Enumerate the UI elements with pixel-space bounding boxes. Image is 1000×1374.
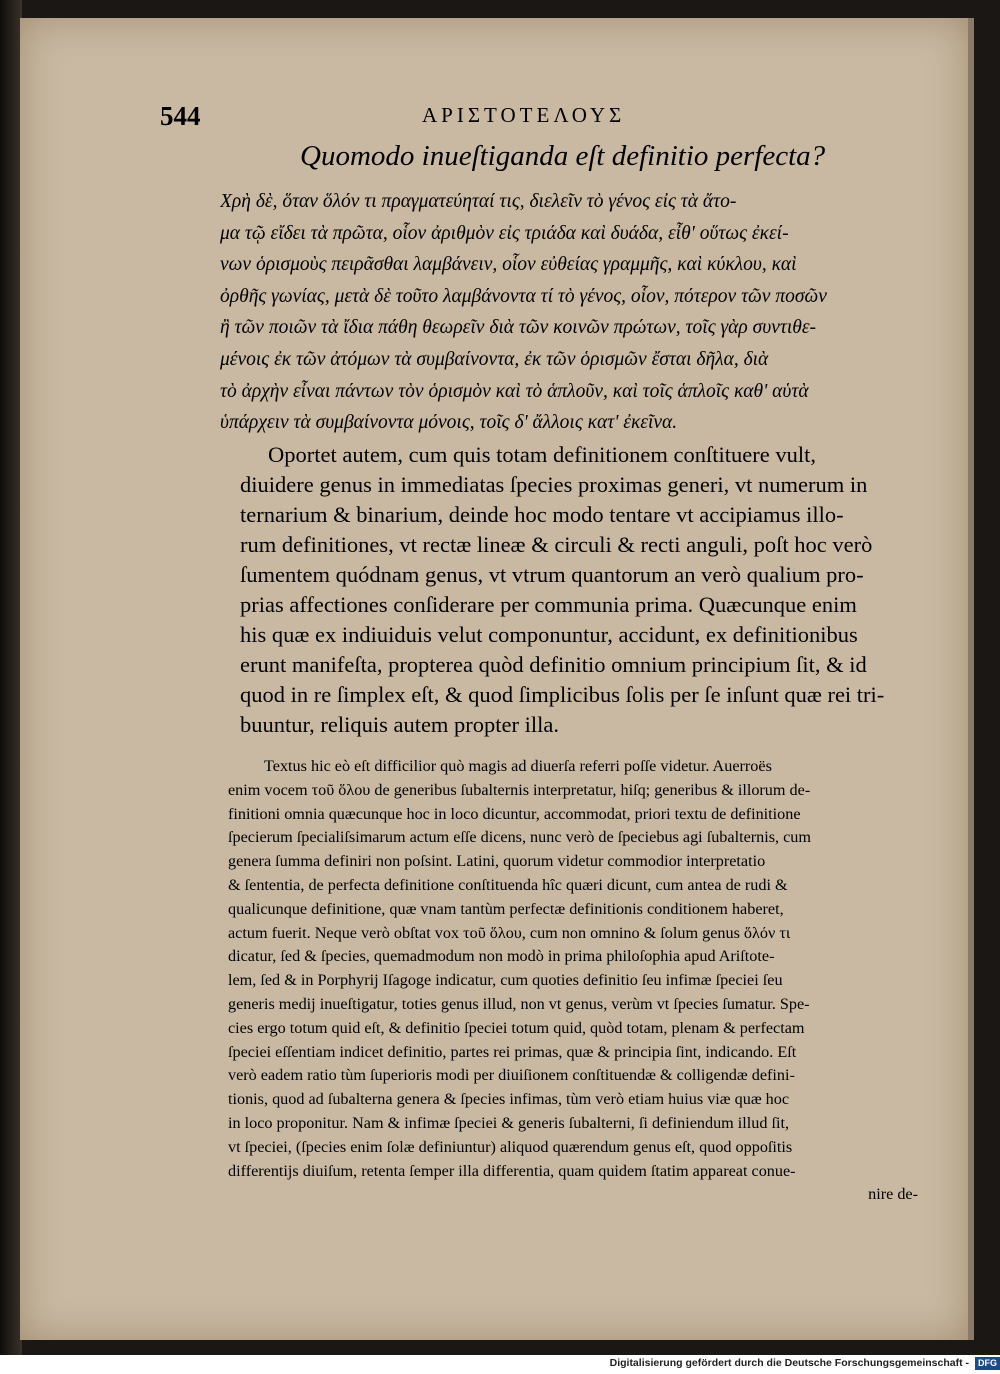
commentary-line: & ſententia, de perfecta definitione conſtituenda hîc quæri dicunt, cum antea de rudi & (228, 875, 788, 894)
greek-line: νων ὁρισμοὺς πειρᾶσθαι λαμβάνειν, οἷον εὐθείας γραμμῆς, καὶ κύκλου, καὶ (220, 254, 797, 276)
commentary-line: tionis, quod ad ſubalterna genera & ſpecies infimas, tùm verò etiam huius viæ quæ hoc (228, 1090, 790, 1109)
greek-line: μένοις ἐκ τῶν ἀτόμων τὰ συμβαίνοντα, ἐκ τῶν ὁρισμῶν ἔσται δῆλα, διὰ (220, 348, 769, 370)
commentary-line: actum fuerit. Neque verò obſtat vox τοῦ ὅλου, cum non omnino & ſolum genus ὅλόν τι (228, 923, 791, 942)
dfg-logo: DFG (975, 1357, 1000, 1370)
catchword: nire de- (868, 1185, 918, 1204)
commentary-line: in loco proponitur. Nam & infimæ ſpeciei & generis ſubalterni, ſi definiendum illud ſit, (228, 1113, 790, 1132)
chapter-title: Quomodo inueſtiganda eſt definitio perfecta? (300, 140, 826, 172)
commentary-line: verò eadem ratio tùm ſuperioris modi per diuiſionem conſtituendæ & colligendæ defini- (228, 1066, 795, 1085)
commentary-line: generis medij inueſtigatur, toties genus illud, non vt genus, verùm vt ſpecies ſumatur. Spe- (228, 994, 810, 1013)
commentary-line: lem, ſed & in Porphyrij Iſagoge indicatur, cum quoties definitio ſeu infimæ ſpeciei ſeu (228, 971, 783, 990)
page-edge (968, 18, 974, 1340)
commentary-line: differentijs diuiſum, retenta ſemper illa differentia, quam quidem ſtatim appareat conue- (228, 1161, 796, 1180)
latin-translation (240, 440, 920, 740)
commentary-line: qualicunque definitione, quæ vnam tantùm perfectæ definitionis conditionem haberet, (228, 899, 784, 918)
commentary-text (228, 755, 918, 1207)
latin-line: erunt manifeſta, propterea quòd definitio omnium principium ſit, & id (240, 652, 867, 677)
latin-line: ternarium & binarium, deinde hoc modo tentare vt accipiamus illo- (240, 502, 844, 527)
latin-line: buuntur, reliquis autem propter illa. (240, 712, 560, 737)
footer-credit: Digitalisierung gefördert durch die Deutsche Forschungsgemeinschaft - (609, 1357, 969, 1369)
latin-line: ſumentem quódnam genus, vt vtrum quantorum an verò qualium pro- (240, 562, 864, 587)
commentary-line: dicatur, ſed & ſpecies, quemadmodum non modò in prima philoſophia apud Ariſtote- (228, 947, 775, 966)
commentary-line: vt ſpeciei, (ſpecies enim ſolæ definiuntur) aliquod quærendum genus eſt, quod oppoſitis (228, 1137, 793, 1156)
greek-text (220, 186, 920, 439)
commentary-line: cies ergo totum quid eſt, & definitio ſpeciei totum quid, quòd totam, plenam & perfectam (228, 1018, 805, 1037)
greek-line: ὀρθῆς γωνίας, μετὰ δὲ τοῦτο λαμβάνοντα τί τὸ γένος, οἷον, πότερον τῶν ποσῶν (220, 285, 827, 307)
commentary-line: genera ſumma definiri non poſsint. Latini, quorum videtur commodior interpretatio (228, 852, 766, 871)
latin-line: quod in re ſimplex eſt, & quod ſimplicibus ſolis per ſe inſunt quæ rei tri- (240, 682, 885, 707)
commentary-line: ſpecierum ſpecialiſsimarum actum eſſe dicens, nunc verò de ſpeciebus agi ſubalternis, cum (228, 828, 811, 847)
latin-line: rum definitiones, vt rectæ lineæ & circuli & recti anguli, poſt hoc verò (240, 532, 873, 557)
digitization-footer (560, 1357, 1000, 1374)
latin-line: Oportet autem, cum quis totam definitionem conſtituere vult, (268, 442, 816, 467)
greek-line: Χρὴ δὲ, ὅταν ὅλόν τι πραγματεύηταί τις, διελεῖν τὸ γένος εἰς τὰ ἄτο- (220, 191, 737, 212)
page-header (160, 85, 720, 131)
commentary-line: enim vocem τοῦ ὅλου de generibus ſubalternis interpretatur, hiſq; generibus & illorum de- (228, 780, 811, 799)
book-spine (0, 0, 22, 1355)
running-head: ΑΡΙΣΤΟΤΕΛΟΥΣ (422, 103, 626, 127)
greek-line: ὑπάρχειν τὰ συμβαίνοντα μόνοις, τοῖς δ' ἄλλοις κατ' ἐκεῖνα. (220, 412, 678, 434)
greek-line: μα τῷ εἴδει τὰ πρῶτα, οἷον ἀριθμὸν εἰς τριάδα καὶ δυάδα, εἶθ' οὕτως ἐκεί- (220, 222, 789, 244)
greek-line: ἢ τῶν ποιῶν τὰ ἴδια πάθη θεωρεῖν διὰ τῶν κοινῶν πρώτων, τοῖς γὰρ συντιθε- (220, 317, 817, 339)
commentary-line: ſpeciei eſſentiam indicet definitio, partes rei primas, quæ & principia ſint, indicando. Eſt (228, 1042, 797, 1061)
commentary-line: Textus hic eò eſt difficilior quò magis ad diuerſa referri poſſe videtur. Auerroës (264, 757, 772, 775)
latin-line: prias affectiones conſiderare per communia prima. Quæcunque enim (240, 592, 857, 617)
page-number: 544 (160, 101, 201, 131)
latin-line: his quæ ex indiuiduis velut componuntur, accidunt, ex definitionibus (240, 622, 858, 647)
latin-line: diuidere genus in immediatas ſpecies proximas generi, vt numerum in (240, 472, 868, 497)
commentary-line: finitioni omnia quæcunque hoc in loco dicuntur, accommodat, priori textu de definitione (228, 804, 801, 823)
greek-line: τὸ ἀρχὴν εἶναι πάντων τὸν ὁρισμὸν καὶ τὸ ἁπλοῦν, καὶ τοῖς ἁπλοῖς καθ' αὑτὰ (220, 380, 809, 402)
